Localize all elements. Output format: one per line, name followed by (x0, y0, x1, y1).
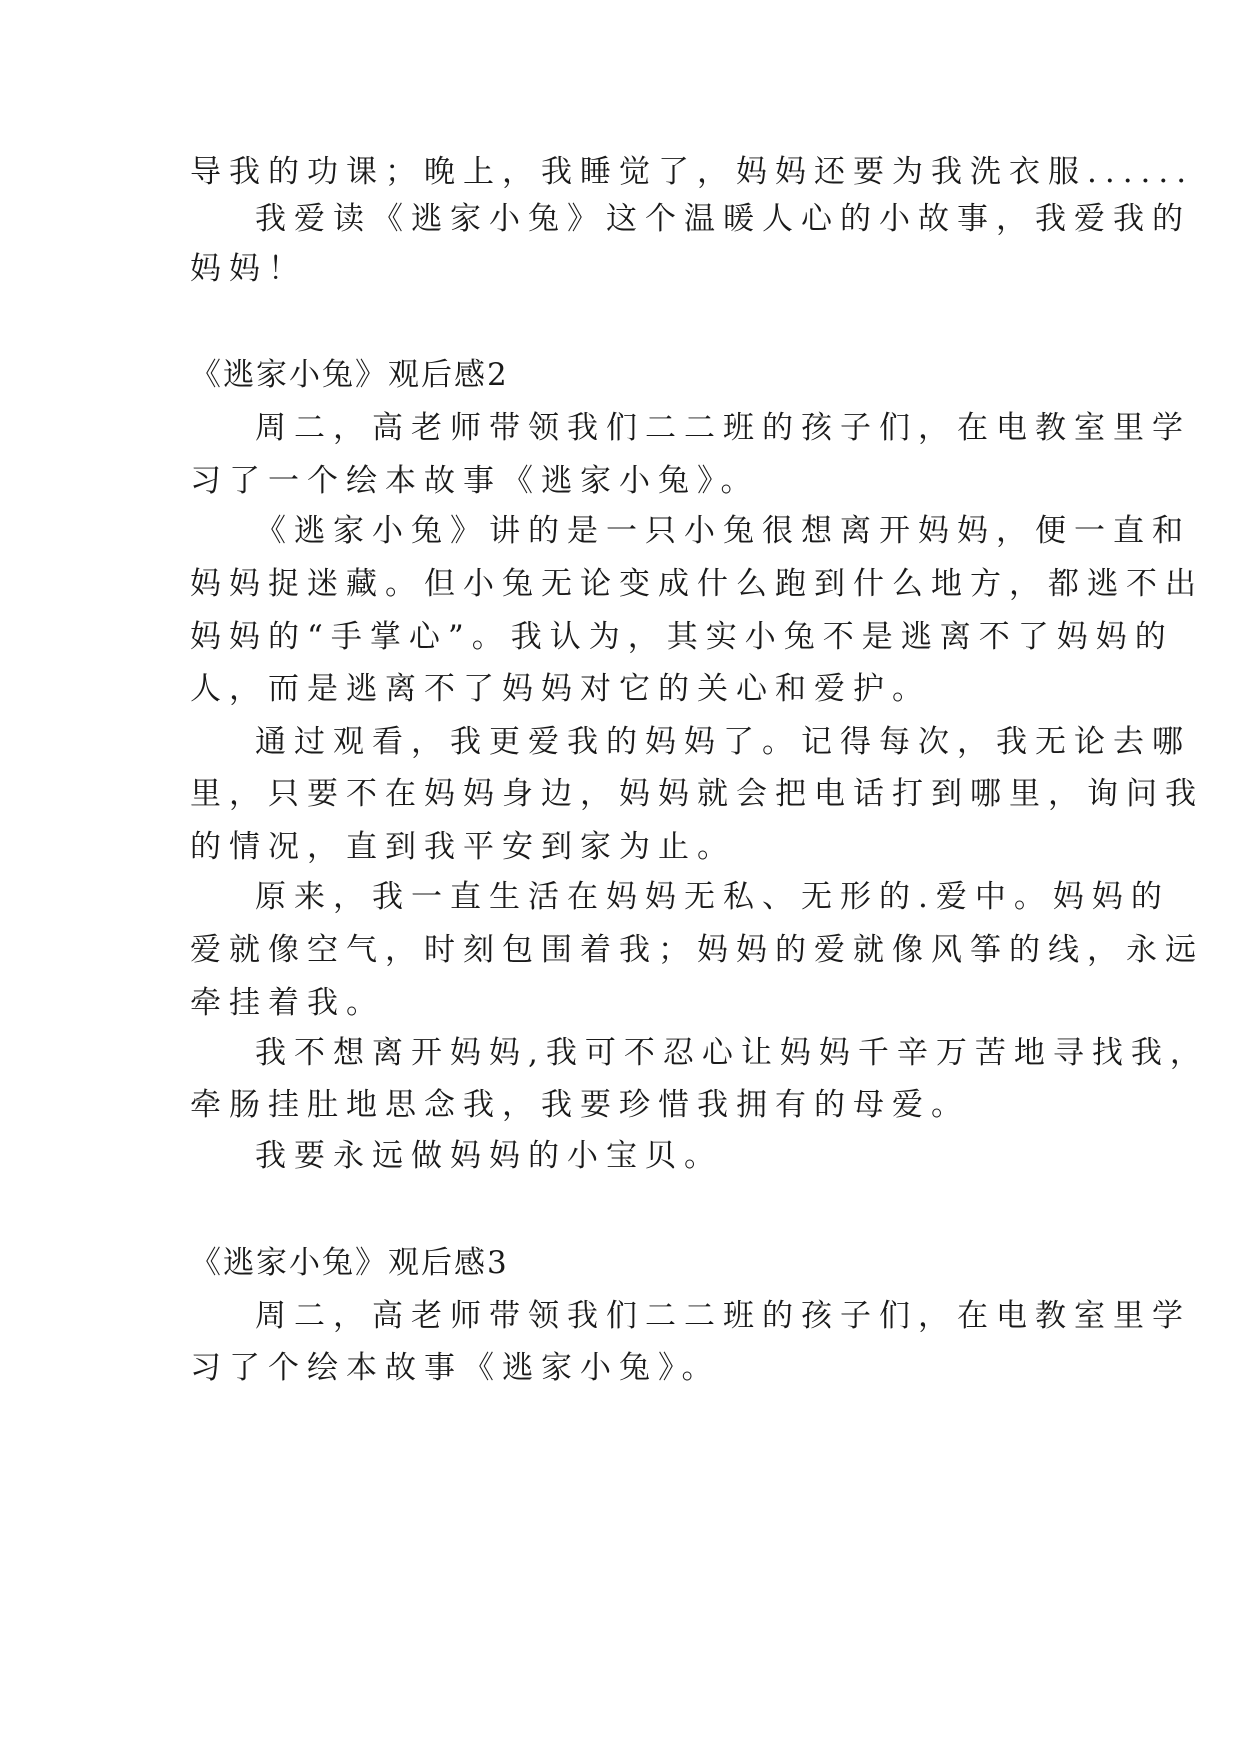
paragraph-line: 我要永远做妈妈的小宝贝。 (255, 1138, 723, 1174)
paragraph-line: 周二，高老师带领我们二二班的孩子们，在电教室里学 (255, 1298, 1191, 1334)
section-heading: 《逃家小兔》观后感2 (190, 357, 509, 393)
paragraph-line: 妈妈的“手掌心”。我认为，其实小兔不是逃离不了妈妈的 (190, 619, 1174, 655)
paragraph-line: 牵挂着我。 (190, 985, 385, 1021)
paragraph-line: 里，只要不在妈妈身边，妈妈就会把电话打到哪里，询问我 (190, 776, 1204, 812)
paragraph-line: 习了个绘本故事《逃家小兔》。 (190, 1350, 721, 1386)
paragraph-line: 《逃家小兔》讲的是一只小兔很想离开妈妈，便一直和 (255, 513, 1191, 549)
paragraph-line: 周二，高老师带领我们二二班的孩子们，在电教室里学 (255, 410, 1191, 446)
paragraph-line: 导我的功课；晚上，我睡觉了，妈妈还要为我洗衣服...... (190, 154, 1195, 190)
paragraph-line: 妈妈！ (190, 251, 307, 287)
paragraph-line: 人，而是逃离不了妈妈对它的关心和爱护。 (190, 671, 931, 707)
paragraph-line: 习了一个绘本故事《逃家小兔》。 (190, 463, 760, 499)
paragraph-line: 爱就像空气，时刻包围着我；妈妈的爱就像风筝的线，永远 (190, 932, 1204, 968)
paragraph-line: 我爱读《逃家小兔》这个温暖人心的小故事，我爱我的 (255, 201, 1191, 237)
section-heading: 《逃家小兔》观后感3 (190, 1245, 509, 1281)
paragraph-line: 牵肠挂肚地思念我，我要珍惜我拥有的母爱。 (190, 1087, 970, 1123)
paragraph-line: 我不想离开妈妈,我可不忍心让妈妈千辛万苦地寻找我， (255, 1035, 1209, 1071)
paragraph-line: 的情况，直到我平安到家为止。 (190, 829, 736, 865)
paragraph-line: 妈妈捉迷藏。但小兔无论变成什么跑到什么地方，都逃不出 (190, 566, 1204, 602)
paragraph-line: 通过观看，我更爱我的妈妈了。记得每次，我无论去哪 (255, 724, 1191, 760)
paragraph-line: 原来，我一直生活在妈妈无私、无形的.爱中。妈妈的 (255, 879, 1170, 915)
